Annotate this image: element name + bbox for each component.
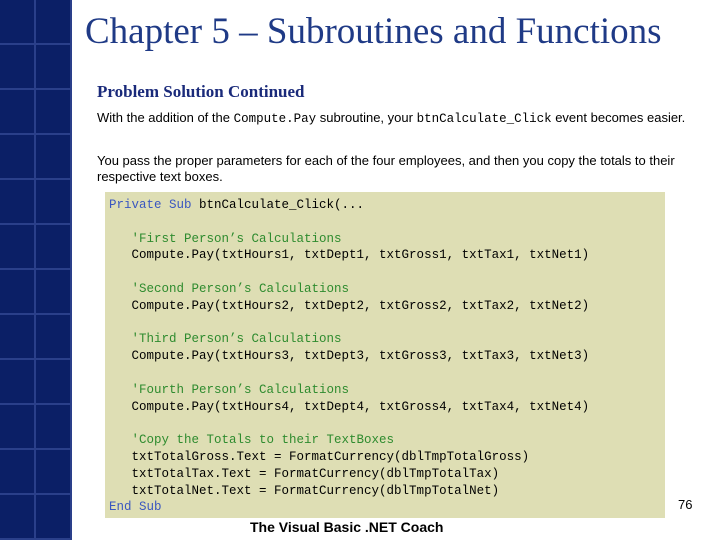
code-line: btnCalculate_Click(... <box>191 198 365 212</box>
paragraph-text: With the addition of the <box>97 110 234 125</box>
code-comment: 'First Person’s Calculations <box>131 231 342 246</box>
code-line: txtTotalGross.Text = FormatCurrency(dblTmpTotalGross) <box>131 449 530 464</box>
code-block <box>109 197 589 516</box>
inline-code: Compute.Pay <box>233 112 317 126</box>
paragraph-text: subroutine, your <box>316 110 417 125</box>
code-comment: 'Copy the Totals to their TextBoxes <box>131 433 395 448</box>
code-line: Compute.Pay(txtHours3, txtDept3, txtGross3, txtTax3, txtNet3) <box>131 349 590 364</box>
decorative-sidebar <box>0 0 72 540</box>
code-line: txtTotalTax.Text = FormatCurrency(dblTmpTotalTax) <box>131 466 500 481</box>
code-line: Compute.Pay(txtHours2, txtDept2, txtGross2, txtTax2, txtNet2) <box>131 298 590 313</box>
footer-text: The Visual Basic .NET Coach <box>250 519 444 535</box>
paragraph-intro <box>97 110 697 127</box>
paragraph-text: event becomes easier. <box>551 110 686 125</box>
paragraph-explanation: You pass the proper parameters for each of the four employees, and then you copy the totals to their respective text boxes. <box>97 153 675 184</box>
code-comment: 'Fourth Person’s Calculations <box>131 382 350 397</box>
code-line: txtTotalNet.Text = FormatCurrency(dblTmpTotalNet) <box>131 483 500 498</box>
inline-code: btnCalculate_Click <box>416 112 552 126</box>
code-keyword: End Sub <box>109 500 162 515</box>
code-keyword: Private Sub <box>109 198 192 212</box>
code-line: Compute.Pay(txtHours4, txtDept4, txtGross4, txtTax4, txtNet4) <box>131 399 590 414</box>
slide-title: Chapter 5 – Subroutines and Functions <box>85 11 662 52</box>
section-subtitle: Problem Solution Continued <box>97 82 305 101</box>
page-number: 76 <box>678 497 693 512</box>
code-comment: 'Second Person’s Calculations <box>131 281 350 296</box>
code-line: Compute.Pay(txtHours1, txtDept1, txtGross1, txtTax1, txtNet1) <box>131 248 590 263</box>
code-comment: 'Third Person’s Calculations <box>131 332 342 347</box>
